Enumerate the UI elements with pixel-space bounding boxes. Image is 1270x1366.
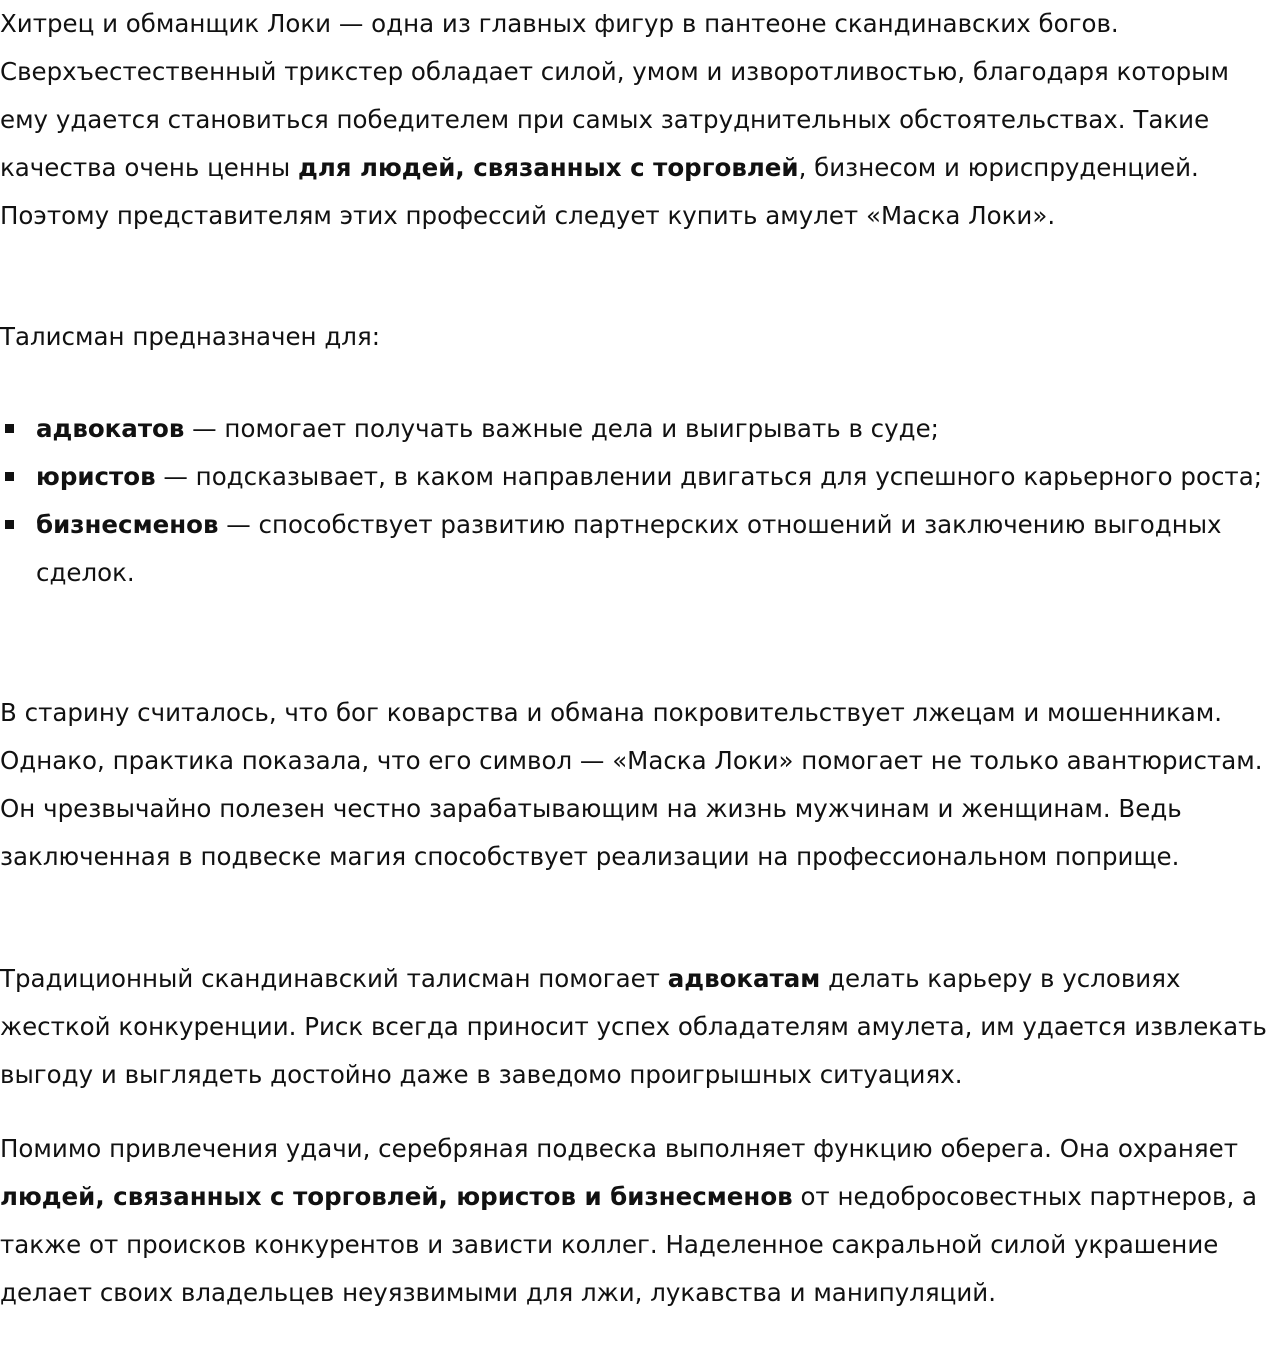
benefit-term: юристов	[36, 462, 156, 491]
benefits-list	[0, 405, 1268, 597]
benefit-term: адвокатов	[36, 414, 185, 443]
square-bullet-icon	[5, 472, 14, 481]
list-intro: Талисман предназначен для:	[0, 322, 380, 351]
list-item	[0, 501, 1268, 597]
lawyers-paragraph	[0, 955, 1268, 1099]
square-bullet-icon	[5, 520, 14, 529]
intro-text-end: , бизнесом и юриспруденцией. Поэтому представителям этих профессий следует купить амулет «Маска Локи».	[0, 153, 1199, 230]
benefit-text: — помогает получать важные дела и выигрывать в суде;	[184, 414, 939, 443]
intro-paragraph	[0, 0, 1268, 240]
lawyers-text-end: делать карьеру в условиях жесткой конкуренции. Риск всегда приносит успех обладателям амулета, им удается извлекать выгоду и выглядеть достойно даже в заведомо проигрышных ситуациях.	[0, 964, 1267, 1089]
square-bullet-icon	[5, 424, 14, 433]
lawyers-bold: адвокатам	[667, 964, 821, 993]
protection-text-start: Помимо привлечения удачи, серебряная подвеска выполняет функцию оберега. Она охраняет	[0, 1134, 1238, 1163]
list-item	[0, 405, 1268, 453]
protection-text-end: от недобросовестных партнеров, а также от происков конкурентов и зависти коллег. Наделенное сакральной силой украшение делает своих владельцев неуязвимыми для лжи, лукавства и манипуляций.	[0, 1182, 1258, 1307]
protection-paragraph	[0, 1125, 1268, 1317]
protection-bold: людей, связанных с торговлей, юристов и бизнесменов	[0, 1182, 793, 1211]
lawyers-text-start: Традиционный скандинавский талисман помогает	[0, 964, 668, 993]
benefit-text: — способствует развитию партнерских отношений и заключению выгодных сделок.	[36, 510, 1222, 587]
benefit-text: — подсказывает, в каком направлении двигаться для успешного карьерного роста;	[155, 462, 1262, 491]
intro-bold-trade: для людей, связанных с торговлей	[298, 153, 799, 182]
history-paragraph: В старину считалось, что бог коварства и обмана покровительствует лжецам и мошенникам. Однако, практика показала, что его символ — «Маска Локи» помогает не только авантюристам. Он чрезвычайно полезен честно зарабатывающим на жизнь мужчинам и женщинам. Ведь заключенная в подвеске магия способствует реализации на профессиональном поприще.	[0, 698, 1263, 871]
benefit-term: бизнесменов	[36, 510, 219, 539]
list-item	[0, 453, 1268, 501]
intro-text-start: Хитрец и обманщик Локи — одна из главных фигур в пантеоне скандинавских богов. Сверхъестественный трикстер обладает силой, умом и изворотливостью, благодаря которым ему удается становиться победителем при самых затруднительных обстоятельствах. Такие качества очень ценны	[0, 9, 1229, 182]
